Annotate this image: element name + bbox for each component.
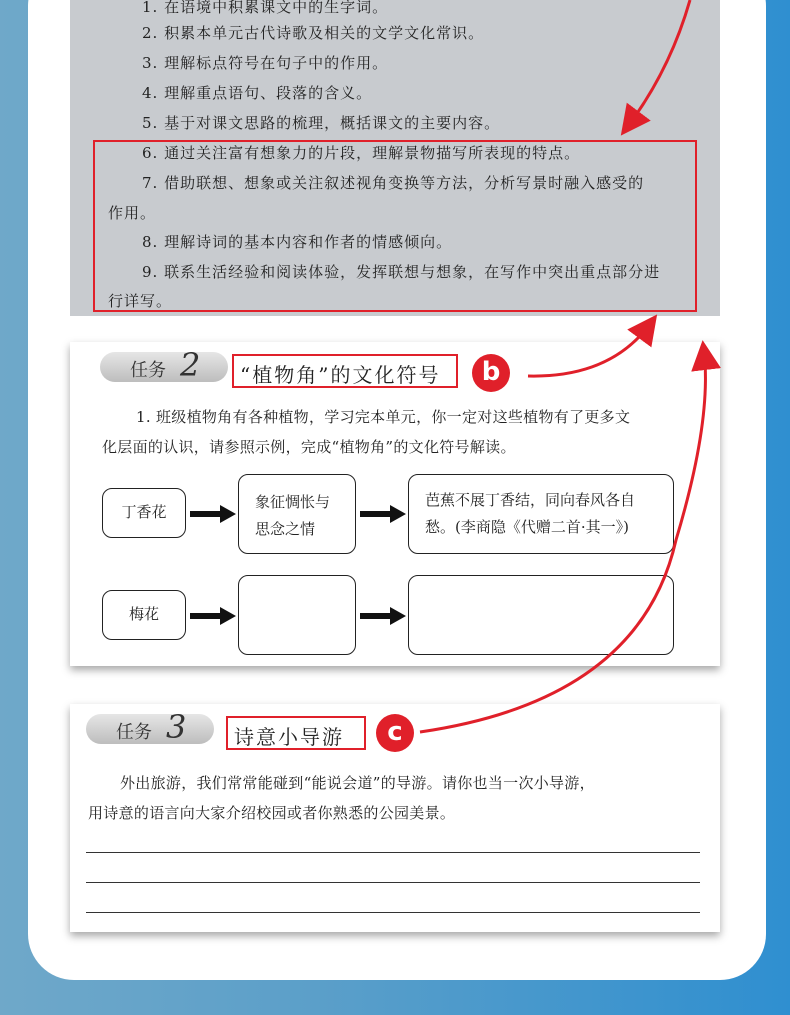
task3-text-1: 外出旅游，我们常常能碰到“能说会道”的导游。请你也当一次小导游， <box>120 774 595 792</box>
task3-text-2: 用诗意的语言向大家介绍校园或者你熟悉的公园美景。 <box>88 804 456 822</box>
goal-item-2: 2. 积累本单元古代诗歌及相关的文学文化常识。 <box>142 24 485 42</box>
goal-item-7: 7. 借助联想、想象或关注叙述视角变换等方法，分析写景时融入感受的 <box>142 174 645 192</box>
poem-box-2[interactable] <box>408 575 674 655</box>
answer-line-2[interactable] <box>86 882 700 883</box>
task2-pill <box>100 346 228 384</box>
arrow-right-icon <box>190 504 236 524</box>
plant-box-2: 梅花 <box>102 590 186 640</box>
task2-card <box>70 342 720 666</box>
task2-label: 任务 <box>130 360 166 381</box>
poem-box-1 <box>408 474 674 554</box>
poem-line-2: 愁。(李商隐《代赠二首·其一》) <box>425 518 629 536</box>
task3-title: 诗意小导游 <box>226 716 366 750</box>
goal-item-3: 3. 理解标点符号在句子中的作用。 <box>142 54 389 72</box>
goal-item-4: 4. 理解重点语句、段落的含义。 <box>142 84 373 102</box>
symbol-line-2: 思念之情 <box>255 520 316 538</box>
task3-number: 3 <box>166 708 187 746</box>
goal-item-7-cont: 作用。 <box>108 204 157 222</box>
symbol-box-2[interactable] <box>238 575 356 655</box>
task3-card <box>70 704 720 932</box>
answer-line-3[interactable] <box>86 912 700 913</box>
task2-instruction-1: 1. 班级植物角有各种植物，学习完本单元，你一定对这些植物有了更多文 <box>136 408 631 426</box>
task3-badge: c <box>376 714 414 752</box>
goal-item-1: 1. 在语境中积累课文中的生字词。 <box>142 0 389 16</box>
answer-line-1[interactable] <box>86 852 700 853</box>
goal-item-8: 8. 理解诗词的基本内容和作者的情感倾向。 <box>142 233 453 251</box>
symbol-box-1 <box>238 474 356 554</box>
highlight-box <box>93 140 697 312</box>
arrow-right-icon <box>360 504 406 524</box>
goal-item-6: 6. 通过关注富有想象力的片段，理解景物描写所表现的特点。 <box>142 144 581 162</box>
plant-box-1: 丁香花 <box>102 488 186 538</box>
task3-label: 任务 <box>116 722 152 743</box>
arrow-right-icon <box>360 606 406 626</box>
task2-badge: b <box>472 354 510 392</box>
goal-item-5: 5. 基于对课文思路的梳理，概括课文的主要内容。 <box>142 114 501 132</box>
task2-instruction-2: 化层面的认识，请参照示例，完成“植物角”的文化符号解读。 <box>102 438 516 456</box>
poem-line-1: 芭蕉不展丁香结，同向春风各自 <box>425 491 636 509</box>
goal-item-9: 9. 联系生活经验和阅读体验，发挥联想与想象，在写作中突出重点部分进 <box>142 263 661 281</box>
symbol-line-1: 象征惆怅与 <box>255 493 331 511</box>
task2-number: 2 <box>180 346 201 384</box>
task3-pill <box>86 708 214 746</box>
arrow-right-icon <box>190 606 236 626</box>
goal-item-9-cont: 行详写。 <box>108 292 173 310</box>
task2-title: “植物角”的文化符号 <box>232 354 458 388</box>
